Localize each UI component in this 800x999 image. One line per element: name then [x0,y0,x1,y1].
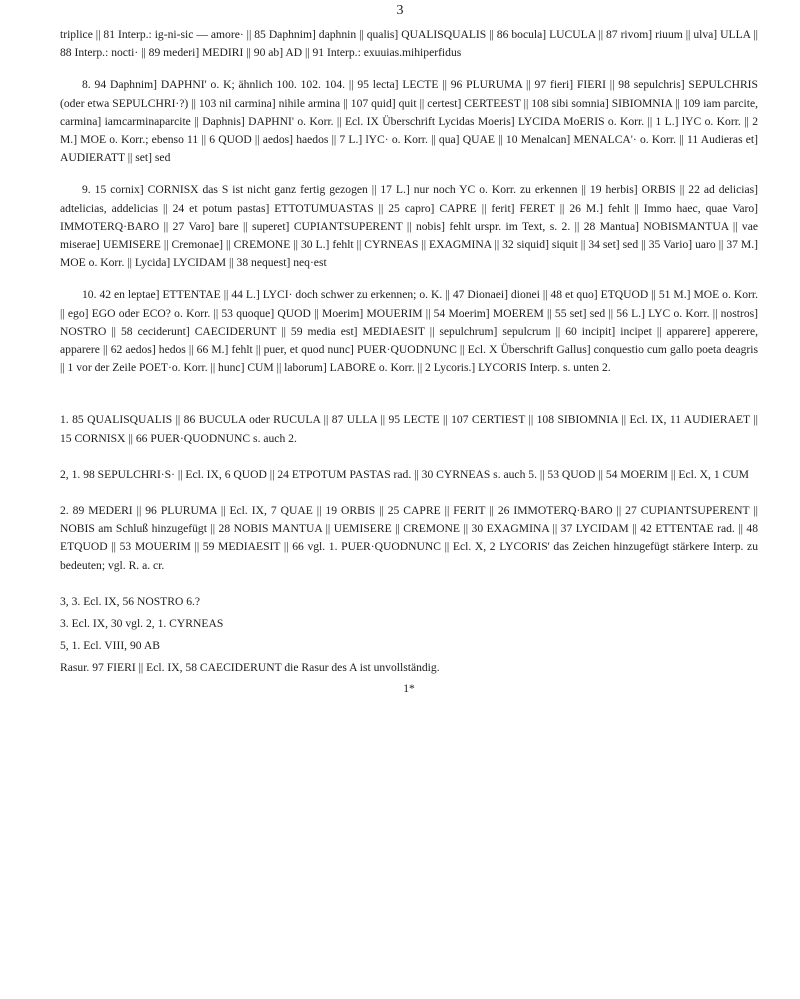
secondary-entry: Rasur. 97 FIERI || Ecl. IX, 58 CAECIDERUNT die Rasur des A ist unvollständig. [60,661,440,675]
secondary-entry: 5, 1. Ecl. VIII, 90 AB [60,639,160,653]
secondary-entry: 1. 85 QUALISQUALIS || 86 BUCULA oder RUCULA || 87 ULLA || 95 LECTE || 107 CERTIEST || 108 SIBIOMNIA || Ecl. IX, 11 AUDIERAET || 15 CORNISX || 66 PUER·QUODNUNC s. auch 2. [60,413,758,445]
apparatus-entry: 8. 94 Daphnim] DAPHNI' o. K; ähnlich 100. 102. 104. || 95 lecta] LECTE || 96 PLURUMA || 97 fieri] FIERI || 98 sepulchris] SEPULCHRIS (oder etwa SEPULCHRI·?) || 103 nil carmina] nihile armina || 107 quid] quit || certest] CERTEEST || 108 sibi somnia] SIBIOMNIA || 109 iam parcite, carmina] iamcarminaparcite || Daphnis] DAPHNI' o. Korr. || Ecl. IX Überschrift Lycidas Moeris] LYCIDA MoERIS o. Korr. || 1 L.] lYC o. Korr. || 2 M.] MOE o. Korr.; ebenso 11 || 6 QUOD || aedos] haedos || 7 L.] lYC· o. Korr. || qua] QUAE || 10 Menalcan] MENALCA'· o. Korr. || 11 Audieras et] AUDIERATT || set] sed [60,78,758,165]
critical-apparatus [60,26,758,698]
secondary-entry: 3, 3. Ecl. IX, 56 NOSTRO 6.? [60,594,201,608]
apparatus-entry: triplice || 81 Interp.: ig-ni-sic — amore· || 85 Daphnim] daphnin || qualis] QUALISQUALIS || 86 bocula] LUCULA || 87 rivom] riuum || ulva] ULLA || 88 Interp.: nocti· || 89 mederi] MEDIRI || 90 ab] AD || 91 Interp.: exuuias.mihiperfidus [60,28,758,60]
secondary-entry: 2, 1. 98 SEPULCHRI·S· || Ecl. IX, 6 QUOD || 24 ETPOTUM PASTAS rad. || 30 CYRNEAS s. auch 5. || 53 QUOD || 54 MOERIM || Ecl. X, 1 CUM [60,467,749,481]
secondary-apparatus [60,411,758,697]
apparatus-entry: 9. 15 cornix] CORNISX das S ist nicht ganz fertig gezogen || 17 L.] nur noch YC o. Korr. zu erkennen || 19 herbis] ORBIS || 22 ad delicias] adtelicias, addelicias || 24 et potum pastas] ETTOTUMUASTAS || 25 capro] CAPRE || ferit] FERET || 26 M.] fehlt || Immo haec, quae Varo] IMMOTERQ·BARO || 27 Varo] bare || superet] CUPIANTSUPERENT || nobis] fehlt urspr. im Text, s. 2. || 28 Mantua] NOBISMANTUA || vae miserae] UEMISERE || Cremonae] || CREMONE || 30 L.] fehlt || CYRNEAS || EXAGMINA || 32 siquid] siquit || 34 set] sed || 35 Vario] uaro || 37 M.] MOE o. Korr. || Lycida] LYCIDAM || 38 nequest] neq·est [60,183,758,270]
footer-mark: 1* [403,681,415,695]
apparatus-entry: 10. 42 en leptae] ETTENTAE || 44 L.] LYCI· doch schwer zu erkennen; o. K. || 47 Dionaei] dionei || 48 et quo] ETQUOD || 51 M.] MOE o. Korr. || ego] EGO oder ECO? o. Korr. || 53 quoque] QUOD || Moerim] MOUERIM || 54 Moerim] MOEREM || 55 set] sed || 56 L.] LYC o. Korr. || nostros] NOSTRO || 58 ceciderunt] CAECIDERUNT || 59 media est] MEDIAESIT || sepulchrum] sepulcrum || 60 incipit] incipet || apparere] apperere, apparere || 62 aedos] hedos || 66 M.] fehlt || puer, et quod nunc] PUER·QUODNUNC || Ecl. X Überschrift Gallus] conquestio cum gallo poeta deagris || 1 vor der Zeile POET·o. Korr. || hunc] CUM || laborum] LABORE o. Korr. || 2 Lycoris.] LYCORIS Interp. s. unten 2. [60,288,758,375]
secondary-entry: 3. Ecl. IX, 30 vgl. 2, 1. CYRNEAS [60,617,224,631]
secondary-entry: 2. 89 MEDERI || 96 PLURUMA || Ecl. IX, 7 QUAE || 19 ORBIS || 25 CAPRE || FERIT || 26 IMMOTERQ·BARO || 27 CUPIANTSUPERENT || NOBIS am Schluß hinzugefügt || 28 NOBIS MANTUA || UEMISERE || CREMONE || 30 EXAGMINA || 37 LYCIDAM || 42 ETTENTAE rad. || 48 ETQUOD || 53 MOUERIM || 59 MEDIAESIT || 66 vgl. 1. PUER·QUODNUNC || Ecl. X, 2 LYCORIS' das Zeichen hinzugefügt stärkere Interp. zu bedeuten; vgl. R. a. cr. [60,504,758,572]
page-number: 3 [396,3,404,18]
